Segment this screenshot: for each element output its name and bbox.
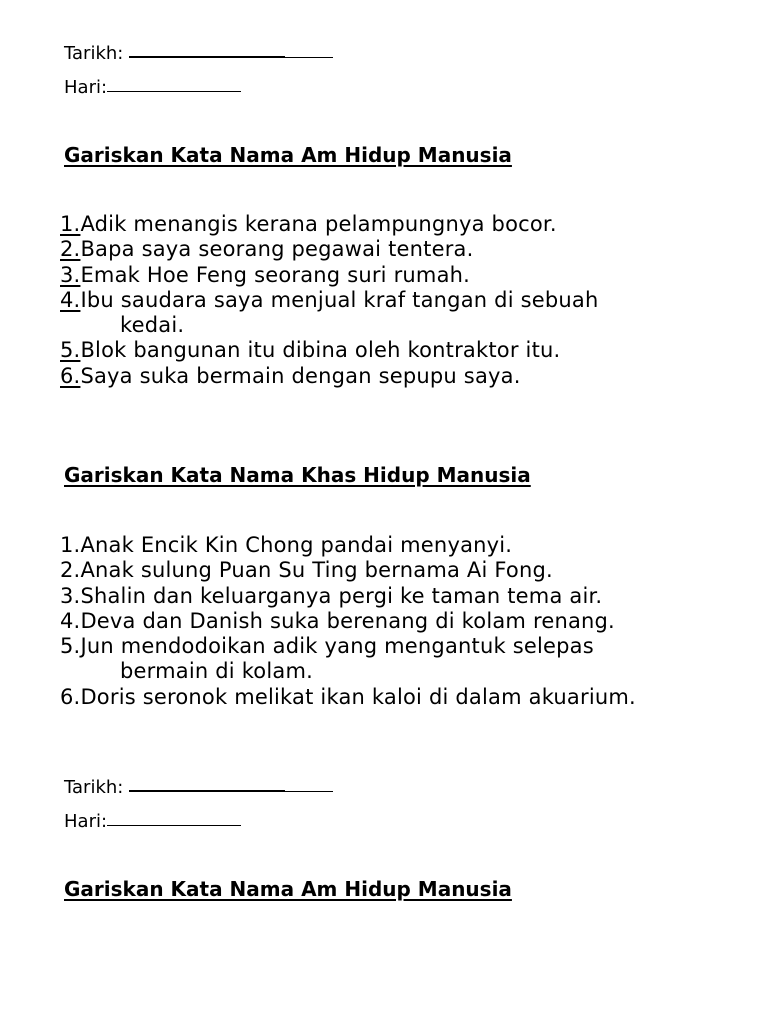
heading-kata-nama-am: Gariskan Kata Nama Am Hidup Manusia [64, 143, 512, 167]
hari-label: Hari: [64, 77, 108, 98]
list-item-continuation: bermain di kolam. [120, 659, 313, 684]
tarikh-blank-line [129, 789, 285, 792]
list-item: 4.Ibu saudara saya menjual kraf tangan di sebuah [60, 287, 599, 312]
list-item: 4.Deva dan Danish suka berenang di kolam renang. [60, 608, 615, 633]
heading-kata-nama-khas: Gariskan Kata Nama Khas Hidup Manusia [64, 463, 531, 487]
hari-label: Hari: [64, 811, 108, 832]
list-item: 6.Doris seronok melikat ikan kaloi di dalam akuarium. [60, 684, 636, 709]
tarikh-label: Tarikh: [64, 43, 130, 64]
tarikh-blank-line [129, 55, 285, 58]
hari-blank-line [107, 824, 241, 826]
tarikh-blank-line-ext [285, 790, 333, 792]
tarikh-field [64, 43, 333, 65]
hari-blank-line [107, 90, 241, 92]
heading-kata-nama-am-2: Gariskan Kata Nama Am Hidup Manusia [64, 877, 512, 901]
list-item: 2.Bapa saya seorang pegawai tentera. [60, 237, 474, 262]
list-item: 1.Adik menangis kerana pelampungnya bocor. [60, 212, 557, 236]
list-item: 5.Blok bangunan itu dibina oleh kontraktor itu. [60, 338, 561, 363]
list-item: 6.Saya suka bermain dengan sepupu saya. [60, 363, 521, 388]
list-item: 3.Emak Hoe Feng seorang suri rumah. [60, 262, 471, 287]
list-kata-nama-khas [60, 533, 636, 710]
list-item: 5.Jun mendodoikan adik yang mengantuk selepas [60, 634, 594, 659]
hari-field-2 [64, 811, 241, 833]
list-item: 3.Shalin dan keluarganya pergi ke taman tema air. [60, 583, 603, 608]
hari-field [64, 77, 241, 99]
list-kata-nama-am [60, 212, 598, 389]
tarikh-label: Tarikh: [64, 777, 130, 798]
list-item: 2.Anak sulung Puan Su Ting bernama Ai Fong. [60, 558, 553, 583]
list-item-continuation: kedai. [120, 313, 185, 338]
list-item: 1.Anak Encik Kin Chong pandai menyanyi. [60, 533, 513, 557]
tarikh-blank-line-ext [285, 56, 333, 58]
tarikh-field-2 [64, 777, 333, 799]
